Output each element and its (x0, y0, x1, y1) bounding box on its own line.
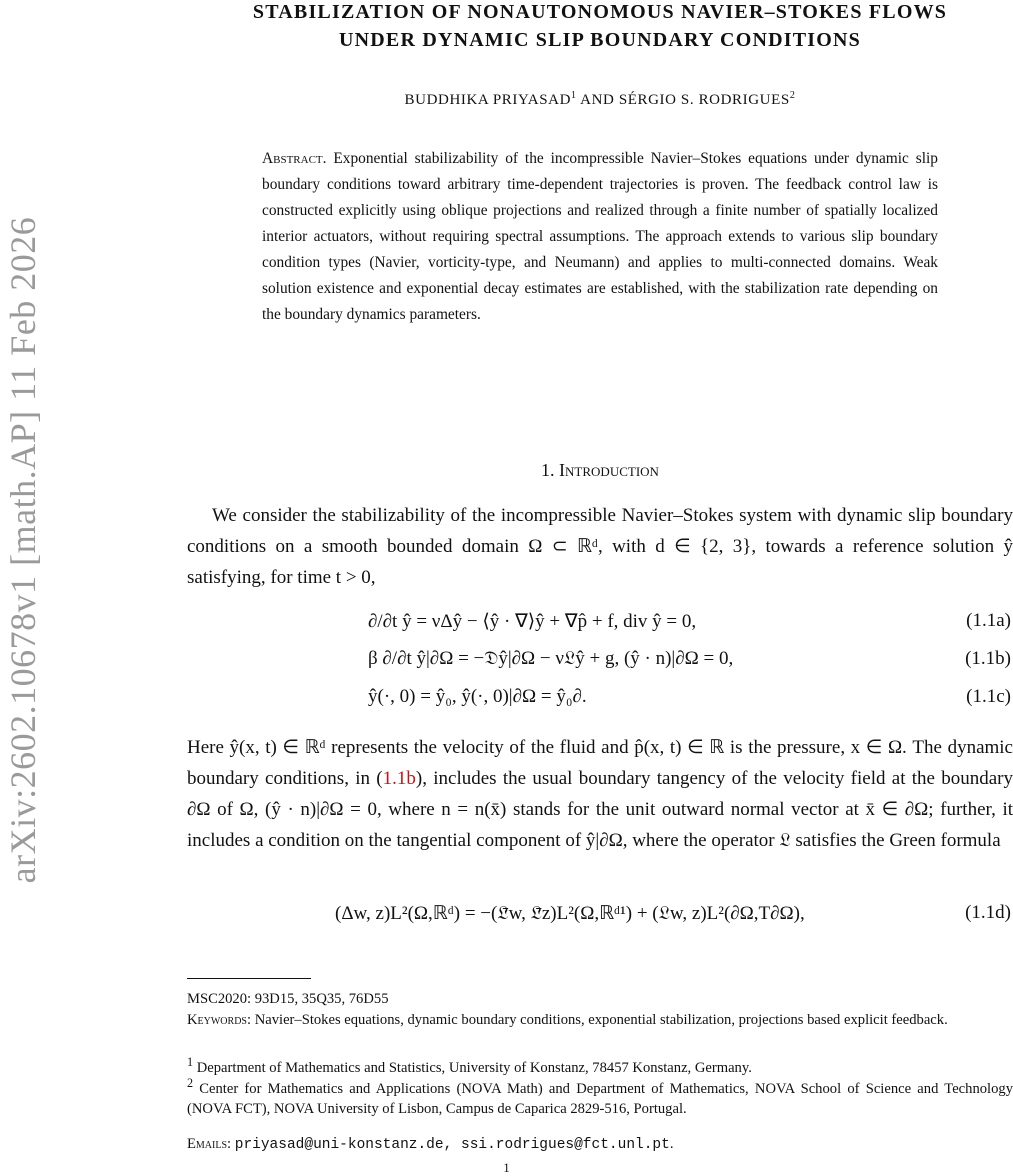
paragraph-text-cont: ), includes the usual boundary tangency of the velocity field at the boundary ∂Ω of Ω, (ŷ · n)|∂Ω = 0, where n = n(x̄) stands for the unit outward normal vector at x̄ ∈ ∂Ω; further, it includes a condition on the tangential component of ŷ|∂Ω, where the operator 𝔏 satisfies the Green formula (187, 768, 1013, 851)
equation-1-1d (187, 898, 1013, 932)
footnote-affiliation-2 (187, 1073, 1013, 1120)
emails-end: . (669, 1136, 674, 1152)
intro-paragraph-2 (187, 732, 1013, 856)
affiliation-2-text: Center for Mathematics and Applications (NOVA Math) and Department of Mathematics, NOVA School of Science and Technology (NOVA FCT), NOVA University of Lisbon, Campus de Caparica 2829-516, Portugal. (187, 1080, 1013, 1118)
author-1: BUDDHIKA PRIYASAD (404, 92, 572, 108)
equation-body: β ∂/∂t ŷ|∂Ω = −𝔇ŷ|∂Ω − ν𝔏ŷ + g, (ŷ · n)|∂Ω = 0, (368, 648, 734, 669)
section-title: Introduction (559, 460, 659, 480)
equation-1-1b (187, 644, 1013, 678)
abstract-text: Exponential stabilizability of the incompressible Navier–Stokes equations under dynamic slip boundary conditions toward arbitrary time-dependent trajectories is proven. The feedback control law is constructed explicitly using oblique projections and realized through a finite number of spatially localized interior actuators, without requiring spectral assumptions. The approach extends to various slip boundary condition types (Navier, vorticity-type, and Neumann) and applies to multi-connected domains. Weak solution existence and exponential decay estimates are established, with the stabilization rate depending on the boundary dynamics parameters. (262, 150, 938, 323)
keywords-text: Navier–Stokes equations, dynamic boundary conditions, exponential stabilization, projections based explicit feedback. (254, 1012, 948, 1028)
affiliation-2-mark: 2 (187, 1076, 194, 1090)
emails-label: Emails: (187, 1136, 232, 1152)
section-heading (190, 460, 1010, 481)
footnote-divider (187, 978, 311, 979)
paragraph-text: Here ŷ(x, t) ∈ ℝᵈ represents the velocity of the fluid and p̂(x, t) ∈ ℝ is the pressure, x ∈ Ω. The dynamic boundary conditions, in ( (187, 737, 1013, 789)
intro-paragraph-1: We consider the stabilizability of the incompressible Navier–Stokes system with dynamic slip boundary conditions on a smooth bounded domain Ω ⊂ ℝᵈ, with d ∈ {2, 3}, towards a reference solution ŷ satisfying, for time t > 0, (187, 505, 1013, 588)
keywords-label: Keywords: (187, 1012, 252, 1028)
equation-body: (Δw, z)L²(Ω,ℝᵈ) = −(𝔏̄w, 𝔏̄z)L²(Ω,ℝᵈ¹) + (𝔏w, z)L²(∂Ω,T∂Ω), (335, 903, 805, 924)
footnote-emails (187, 1134, 1013, 1156)
affiliation-1-mark: 1 (187, 1055, 194, 1069)
equation-label: (1.1d) (965, 902, 1011, 923)
equation-label: (1.1b) (965, 648, 1011, 669)
page-number: 1 (503, 1160, 510, 1175)
equation-1-1a (187, 606, 1013, 640)
footnote-msc: MSC2020: 93D15, 35Q35, 76D55 (187, 991, 389, 1007)
paper-title (190, 0, 1010, 54)
author-separator: AND (576, 92, 619, 108)
arxiv-id: arXiv:2602.10678v1 [math.AP] 11 Feb 2026 (3, 216, 43, 884)
abstract (262, 146, 938, 328)
affiliation-1-text: Department of Mathematics and Statistics, University of Konstanz, 78457 Konstanz, Germany. (196, 1059, 752, 1076)
author-2: SÉRGIO S. RODRIGUES (618, 92, 790, 108)
email-addresses[interactable]: priyasad@uni-konstanz.de, ssi.rodrigues@fct.unl.pt (234, 1137, 670, 1153)
author-1-mark: 1 (571, 90, 577, 101)
arxiv-sidebar-stamp (2, 160, 44, 940)
equation-1-1c (187, 682, 1013, 716)
title-line-1: STABILIZATION OF NONAUTONOMOUS NAVIER–STOKES FLOWS (252, 1, 948, 23)
equation-body: ŷ(·, 0) = ŷ₀, ŷ(·, 0)|∂Ω = ŷ₀∂. (368, 686, 587, 707)
equation-label: (1.1a) (966, 610, 1011, 631)
title-line-2: UNDER DYNAMIC SLIP BOUNDARY CONDITIONS (339, 29, 861, 51)
author-2-mark: 2 (789, 90, 796, 101)
section-number: 1. (541, 460, 555, 480)
footnote-keywords (187, 1010, 1013, 1031)
abstract-label: Abstract. (262, 150, 327, 167)
equation-reference-link[interactable]: 1.1b (382, 768, 416, 789)
equation-label: (1.1c) (966, 686, 1011, 707)
author-list (190, 90, 1010, 109)
equation-body: ∂/∂t ŷ = νΔŷ − ⟨ŷ · ∇⟩ŷ + ∇p̂ + f, div ŷ = 0, (368, 611, 697, 632)
